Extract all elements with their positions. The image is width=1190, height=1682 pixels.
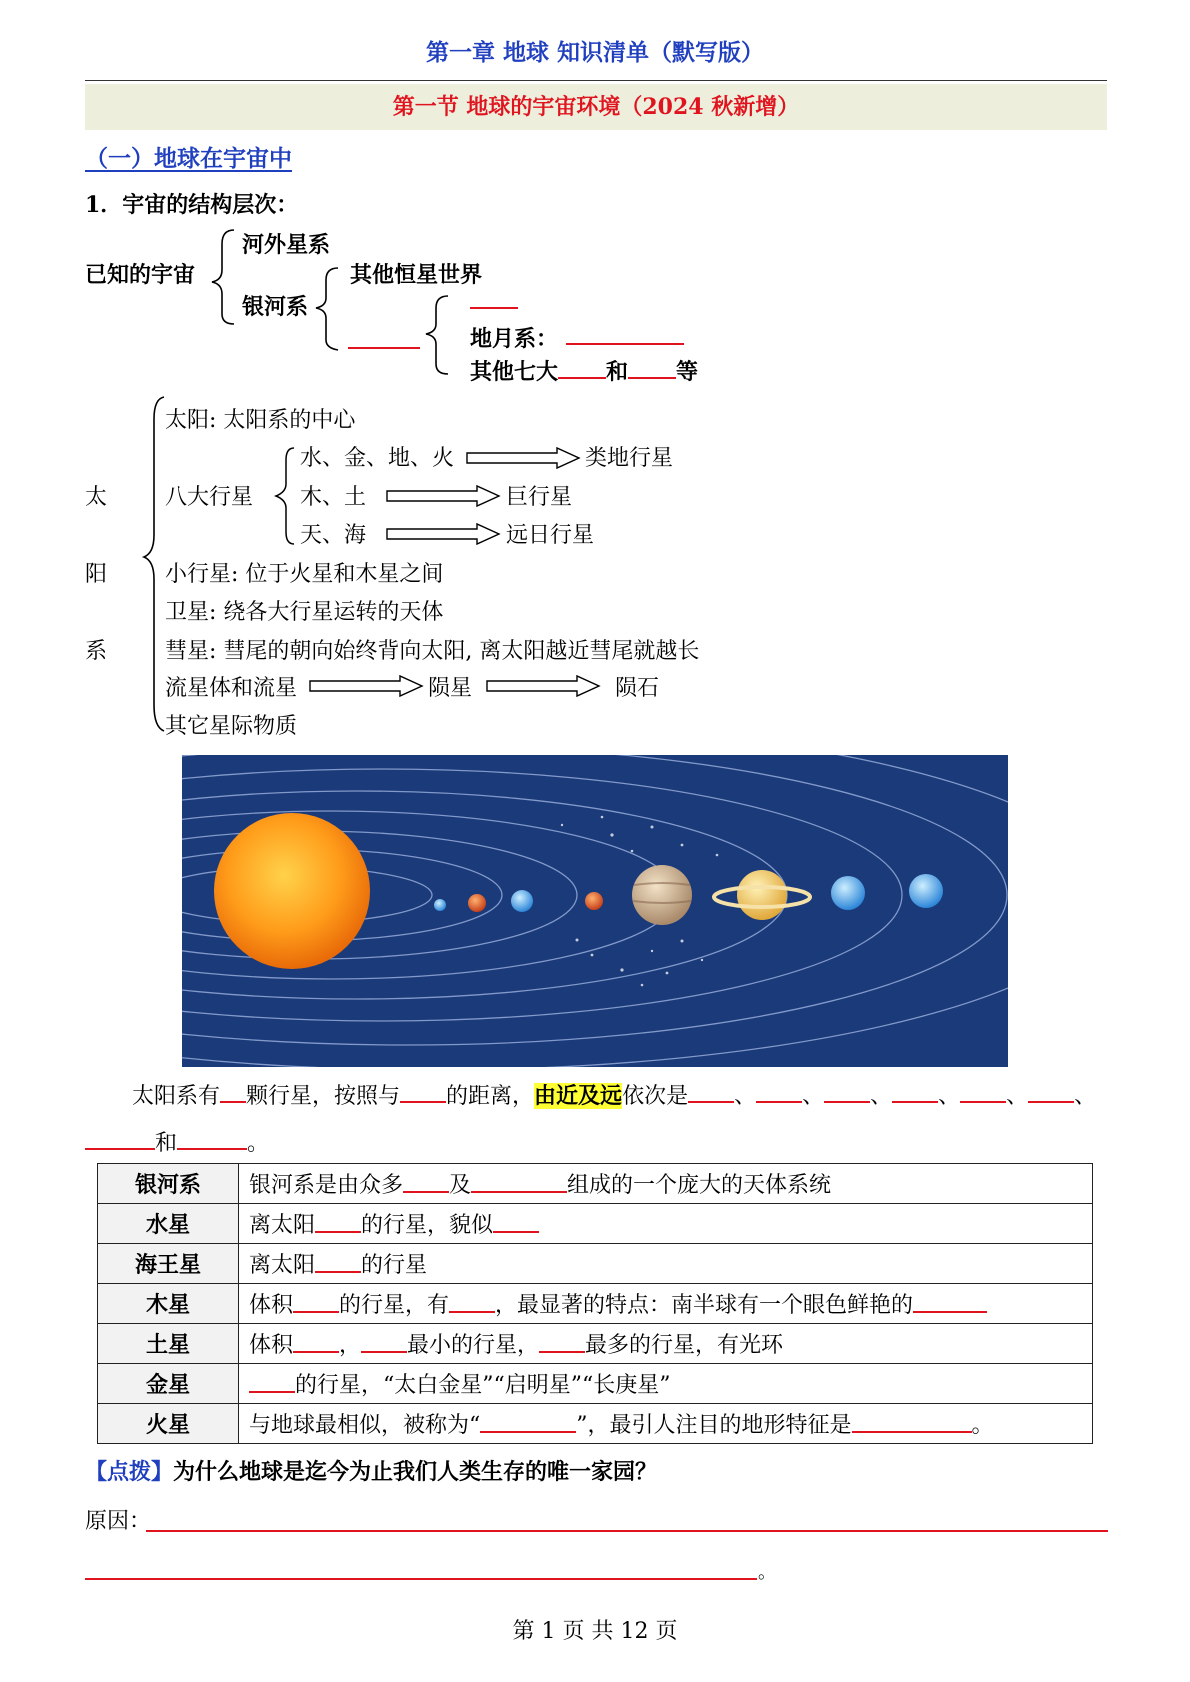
planet-blank-4[interactable] (892, 1078, 938, 1103)
separator: 、 (870, 1084, 893, 1110)
planet-blank-2[interactable] (756, 1078, 802, 1103)
giant-label: 巨行星 (506, 485, 573, 510)
text-part: 离太阳 (249, 1213, 316, 1239)
text-part: 及 (449, 1173, 472, 1199)
text-part: ， (339, 1333, 362, 1359)
row-value (239, 1324, 1093, 1364)
fill-blank[interactable] (852, 1407, 972, 1432)
fill-blank[interactable] (315, 1247, 361, 1272)
sentence-part3: 的距离， (446, 1084, 535, 1110)
fill-blank[interactable] (293, 1287, 339, 1312)
row-key: 金星 (98, 1364, 239, 1404)
text-part: 最小的行星， (407, 1333, 540, 1359)
earth-moon-blank[interactable] (566, 326, 684, 345)
other-star-worlds-label: 其他恒星世界 (350, 262, 483, 288)
section-title: 第一节 地球的宇宙环境（2024 秋新增） (85, 84, 1107, 130)
text-part: 离太阳 (249, 1253, 316, 1279)
arrow-icon (485, 674, 601, 698)
table-row (98, 1284, 1093, 1324)
planet-blank-5[interactable] (960, 1078, 1006, 1103)
separator: 、 (1074, 1084, 1097, 1110)
planet-order-sentence-line2 (85, 1125, 269, 1157)
fill-blank[interactable] (480, 1407, 576, 1432)
other-seven-row (470, 354, 698, 386)
satellites-line: 卫星: 绕各大行星运转的天体 (165, 600, 444, 625)
fill-blank[interactable] (539, 1327, 585, 1352)
other-seven-blank-2[interactable] (628, 354, 676, 379)
fill-blank[interactable] (293, 1327, 339, 1352)
giant-group: 木、土 (300, 485, 367, 510)
fill-blank[interactable] (403, 1167, 449, 1192)
milky-way-label: 银河系 (242, 294, 309, 320)
fill-blank[interactable] (493, 1207, 539, 1232)
text-part: 的行星，貌似 (361, 1213, 494, 1239)
comets-line: 彗星: 彗尾的朝向始终背向太阳, 离太阳越近彗尾就越长 (165, 639, 700, 664)
text-part: 组成的一个庞大的天体系统 (567, 1173, 832, 1199)
sun-blank[interactable] (470, 290, 518, 309)
row-key: 海王星 (98, 1244, 239, 1284)
extragalactic-label: 河外星系 (242, 232, 331, 258)
row-value (239, 1204, 1093, 1244)
table-row (98, 1244, 1093, 1284)
arrow-icon (308, 674, 424, 698)
text-part: 。 (971, 1413, 994, 1439)
planet-blank-7[interactable] (85, 1125, 155, 1150)
fill-blank[interactable] (471, 1167, 567, 1192)
fill-blank[interactable] (361, 1327, 407, 1352)
sentence-part2: 颗行星，按照与 (246, 1084, 401, 1110)
planet-blank-3[interactable] (824, 1078, 870, 1103)
row-key: 火星 (98, 1404, 239, 1444)
text-part: 体积 (249, 1333, 294, 1359)
eight-planets-label: 八大行星 (165, 485, 254, 510)
separator: 、 (802, 1084, 825, 1110)
table-row (98, 1324, 1093, 1364)
q1-heading: 1．宇宙的结构层次： (85, 192, 299, 218)
page-footer: 第 1 页 共 12 页 (512, 1619, 678, 1644)
other-matter-line: 其它星际物质 (165, 714, 298, 739)
sentence-part4: 依次是 (622, 1084, 689, 1110)
fill-blank[interactable] (449, 1287, 495, 1312)
text-part: 与地球最相似，被称为“ (249, 1413, 481, 1439)
row-value (239, 1244, 1093, 1284)
solar-side-char-2: 阳 (85, 562, 108, 587)
highlight-near-to-far: 由近及远 (534, 1083, 623, 1110)
sentence-part1: 太阳系有 (132, 1084, 221, 1110)
row-value (239, 1364, 1093, 1404)
other-seven-label: 其他七大 (470, 359, 559, 386)
and-word: 和 (155, 1131, 178, 1157)
separator: 、 (734, 1084, 757, 1110)
arrow-icon (385, 484, 501, 508)
text-part: ”，最引人注目的地形特征是 (576, 1413, 852, 1439)
asteroids-line: 小行星: 位于火星和木星之间 (165, 562, 444, 587)
text-part: 体积 (249, 1293, 294, 1319)
planets-brace (272, 446, 302, 546)
table-row (98, 1204, 1093, 1244)
row-key: 木星 (98, 1284, 239, 1324)
planet-count-blank[interactable] (220, 1078, 246, 1103)
solar-side-char-3: 系 (85, 639, 108, 664)
row-value (239, 1284, 1093, 1324)
planet-blank-1[interactable] (688, 1078, 734, 1103)
reason-label: 原因： (85, 1509, 152, 1534)
tip-tag: 【点拨】 (85, 1459, 174, 1485)
reason-line-2[interactable] (85, 1578, 757, 1580)
planet-blank-6[interactable] (1028, 1078, 1074, 1103)
row-key: 水星 (98, 1204, 239, 1244)
distance-ref-blank[interactable] (400, 1078, 446, 1103)
other-seven-blank-1[interactable] (558, 354, 606, 379)
sentence-end: 。 (247, 1131, 270, 1157)
table-row (98, 1364, 1093, 1404)
meteorite-label: 陨星 (428, 676, 473, 701)
arrow-icon (385, 522, 501, 546)
reason-line-1[interactable] (146, 1530, 1108, 1532)
page-title: 第一章 地球 知识清单（默写版） (425, 39, 764, 66)
separator: 、 (938, 1084, 961, 1110)
row-key: 银河系 (98, 1164, 239, 1204)
etc-label: 等 (676, 359, 699, 386)
known-universe-label: 已知的宇宙 (85, 262, 196, 288)
title-divider (85, 80, 1107, 81)
fill-blank[interactable] (315, 1207, 361, 1232)
fill-blank[interactable] (913, 1287, 987, 1312)
text-part: ，最显著的特点：南半球有一个眼色鲜艳的 (495, 1293, 914, 1319)
planet-order-sentence (132, 1078, 1096, 1110)
text-part: 的行星，“太白金星”“启明星”“长庚星” (295, 1373, 671, 1399)
row-value (239, 1164, 1093, 1204)
planet-blank-8[interactable] (177, 1125, 247, 1150)
far-label: 远日行星 (506, 523, 595, 548)
solar-side-char-1: 太 (85, 485, 108, 510)
table-row (98, 1404, 1093, 1444)
terrestrial-label: 类地行星 (585, 446, 674, 471)
planet-facts-table (97, 1163, 1093, 1444)
separator: 、 (1006, 1084, 1029, 1110)
row-key: 土星 (98, 1324, 239, 1364)
and-label: 和 (606, 359, 629, 386)
tip-question: 为什么地球是迄今为止我们人类生存的唯一家园？ (173, 1459, 658, 1485)
solar-system-blank[interactable] (348, 330, 420, 349)
row-value (239, 1404, 1093, 1444)
earth-moon-label: 地月系： (470, 326, 559, 352)
meteorite-stone-label: 陨石 (615, 676, 660, 701)
text-part: 的行星，有 (339, 1293, 450, 1319)
table-row (98, 1164, 1093, 1204)
sun-line: 太阳: 太阳系的中心 (165, 408, 356, 433)
text-part: 银河系是由众多 (249, 1173, 404, 1199)
arrow-icon (465, 446, 581, 470)
text-part: 的行星 (361, 1253, 428, 1279)
terrestrial-group: 水、金、地、火 (300, 446, 455, 471)
tip-row (85, 1455, 657, 1486)
fill-blank[interactable] (249, 1367, 295, 1392)
meteoroid-label: 流星体和流星 (165, 676, 298, 701)
text-part: 最多的行星，有光环 (585, 1333, 784, 1359)
reason-end: 。 (758, 1562, 776, 1583)
far-group: 天、海 (300, 523, 367, 548)
solar-system-illustration (182, 755, 1008, 1067)
subsection-title: （一）地球在宇宙中 (85, 145, 292, 172)
